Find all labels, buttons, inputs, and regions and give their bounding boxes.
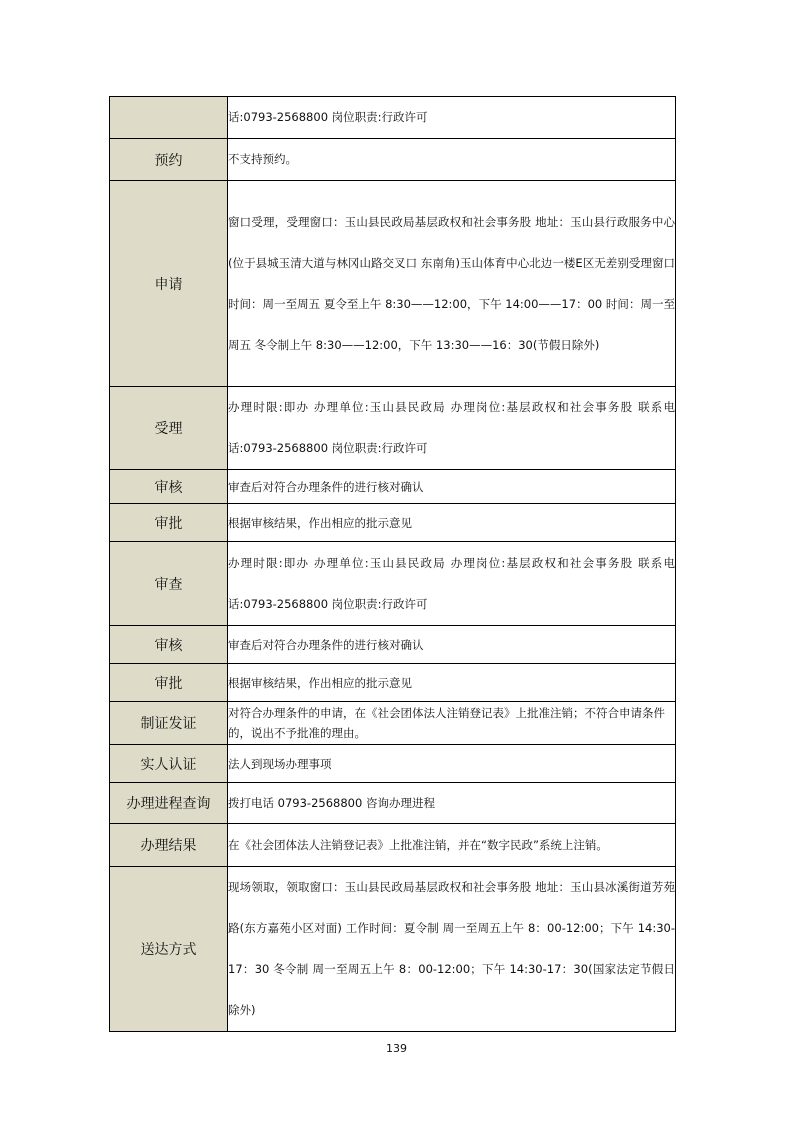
- row-label: 申请: [110, 181, 228, 387]
- row-content: 根据审核结果，作出相应的批示意见: [228, 664, 676, 702]
- row-content: 话:0793-2568800 岗位职责:行政许可: [228, 97, 676, 139]
- row-label: 审核: [110, 470, 228, 504]
- row-content: 现场领取，领取窗口：玉山县民政局基层政权和社会事务股 地址：玉山县冰溪街道芳苑路(东方嘉苑小区对面) 工作时间：夏令制 周一至周五上午 8：00-12:00；下午 14:30-17：30 冬令制 周一至周五上午 8：00-12:00；下午 14:30-17：30(国家法定节假日除外): [228, 867, 676, 1032]
- table-row: [110, 664, 676, 702]
- row-content: 审查后对符合办理条件的进行核对确认: [228, 626, 676, 664]
- table-row: [110, 867, 676, 1032]
- table-row: [110, 745, 676, 783]
- page-number: 139: [386, 1042, 407, 1055]
- table-row: [110, 139, 676, 181]
- table-row: [110, 783, 676, 824]
- row-content: 办理时限:即办 办理单位:玉山县民政局 办理岗位:基层政权和社会事务股 联系电话:0793-2568800 岗位职责:行政许可: [228, 387, 676, 470]
- table-row: [110, 387, 676, 470]
- row-content: 审查后对符合办理条件的进行核对确认: [228, 470, 676, 504]
- row-content: 不支持预约。: [228, 139, 676, 181]
- table-row: [110, 504, 676, 542]
- row-label: 预约: [110, 139, 228, 181]
- table-row: [110, 702, 676, 745]
- row-content: 窗口受理，受理窗口：玉山县民政局基层政权和社会事务股 地址：玉山县行政服务中心(位于县城玉清大道与林冈山路交叉口 东南角)玉山体育中心北边一楼E区无差别受理窗口 时间：周一至周五 夏令至上午 8:30——12:00，下午 14:00——17：00 时间：周一至周五 冬令制上午 8:30——12:00，下午 13:30——16：30(节假日除外): [228, 181, 676, 387]
- row-label: 受理: [110, 387, 228, 470]
- row-label: 送达方式: [110, 867, 228, 1032]
- row-label: 审核: [110, 626, 228, 664]
- service-info-table: [109, 96, 676, 1032]
- row-label: [110, 97, 228, 139]
- row-label: 办理进程查询: [110, 783, 228, 824]
- table-row: [110, 542, 676, 626]
- table-row: [110, 824, 676, 867]
- row-label: 实人认证: [110, 745, 228, 783]
- table-row: [110, 626, 676, 664]
- row-label: 审查: [110, 542, 228, 626]
- row-content: 办理时限:即办 办理单位:玉山县民政局 办理岗位:基层政权和社会事务股 联系电话:0793-2568800 岗位职责:行政许可: [228, 542, 676, 626]
- table-row: [110, 181, 676, 387]
- row-label: 办理结果: [110, 824, 228, 867]
- row-content: 法人到现场办理事项: [228, 745, 676, 783]
- row-content: 拨打电话 0793-2568800 咨询办理进程: [228, 783, 676, 824]
- row-content: 根据审核结果，作出相应的批示意见: [228, 504, 676, 542]
- table-row: [110, 470, 676, 504]
- row-content: 在《社会团体法人注销登记表》上批准注销，并在“数字民政”系统上注销。: [228, 824, 676, 867]
- row-label: 制证发证: [110, 702, 228, 745]
- row-label: 审批: [110, 504, 228, 542]
- row-label: 审批: [110, 664, 228, 702]
- table-row: [110, 97, 676, 139]
- row-content: 对符合办理条件的申请，在《社会团体法人注销登记表》上批准注销；不符合申请条件的，说出不予批准的理由。: [228, 702, 676, 745]
